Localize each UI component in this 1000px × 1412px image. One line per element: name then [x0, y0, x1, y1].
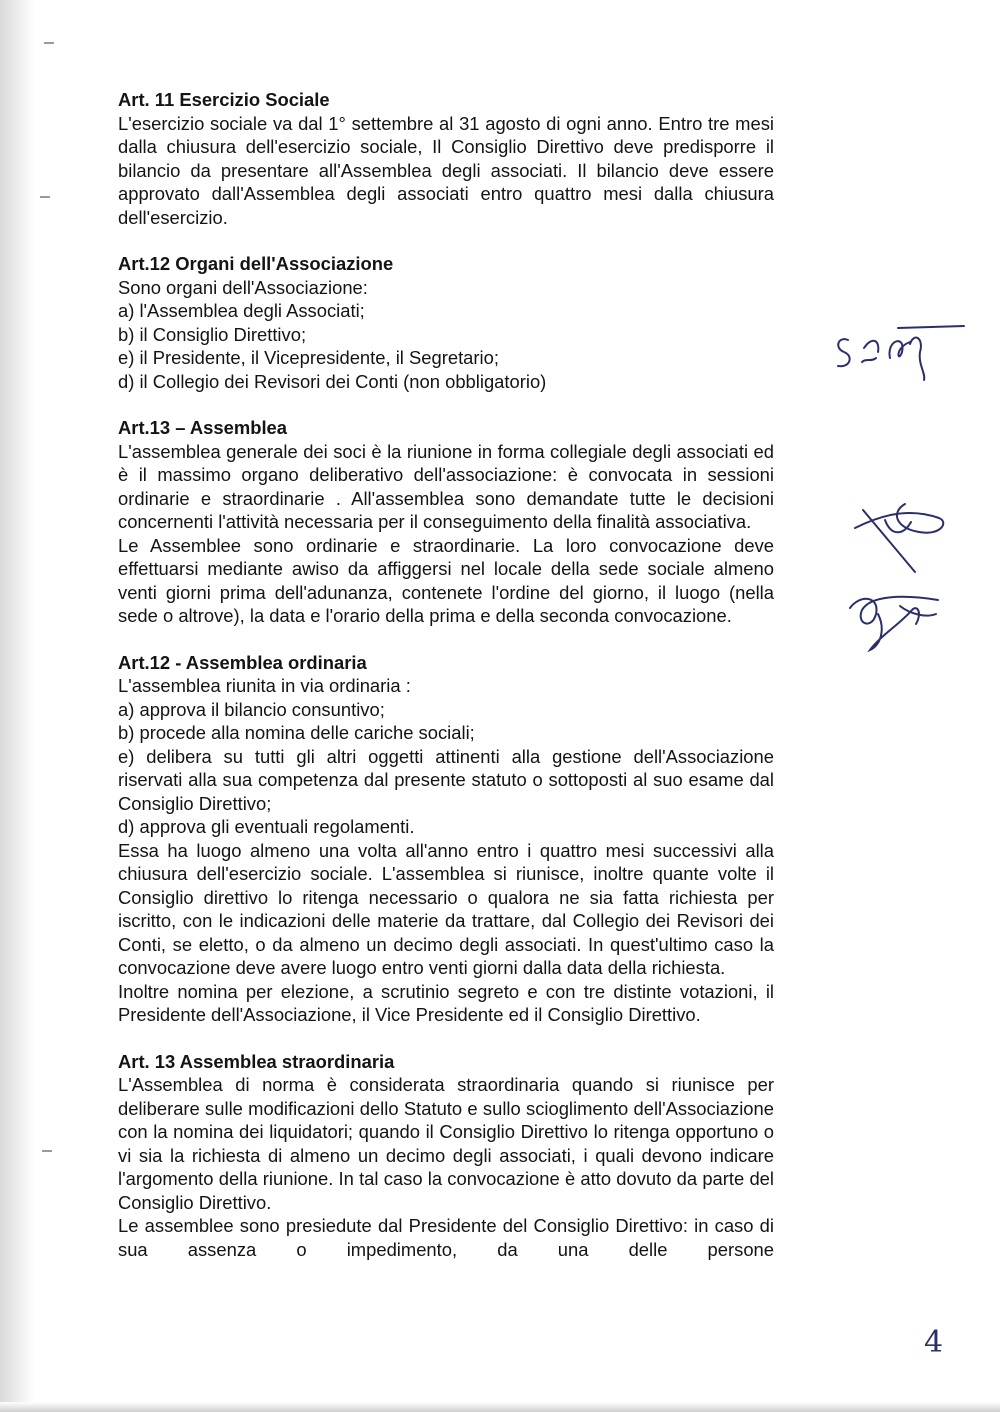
- article-section: [118, 252, 774, 393]
- text-line: Sono organi dell'Associazione:: [118, 276, 368, 298]
- text-line: a) approva il bilancio consuntivo;: [118, 698, 385, 720]
- handwritten-initials-1: [828, 318, 968, 388]
- article-section: [118, 651, 774, 1027]
- article-section: [118, 1050, 774, 1262]
- text-line: e) il Presidente, il Vicepresidente, il Segretario;: [118, 347, 499, 368]
- svg-text:4: 4: [924, 1326, 944, 1356]
- paragraph: Le Assemblee sono ordinarie e straordinarie. La loro convocazione deve effettuarsi mediante awiso da affiggersi nel locale della sede sociale almeno venti giorni prima dell'adunanza, contenete l'ordine del giorno, il luogo (nella sede o altrove), la data e l'orario della prima e della seconda convocazione.: [118, 534, 774, 626]
- paragraph: L'esercizio sociale va dal 1° settembre al 31 agosto di ogni anno. Entro tre mesi dalla chiusura dell'esercizio sociale, Il Consiglio Direttivo deve predisporre il bilancio da presentare all'Assemblea degli associati. Il bilancio deve essere approvato dall'Assemblea degli associati entro quattro mesi dalla chiusura dell'esercizio.: [118, 112, 774, 228]
- page-number: [922, 1326, 962, 1356]
- handwritten-signature-2: [845, 492, 955, 582]
- margin-mark: [40, 196, 50, 198]
- article-title: Art. 11 Esercizio Sociale: [118, 89, 330, 110]
- text-line: b) il Consiglio Direttivo;: [118, 323, 307, 345]
- paragraph: e) delibera su tutti gli altri oggetti attinenti alla gestione dell'Associazione riservati alla sua competenza dal presente statuto o sottoposti al suo esame dal Consiglio Direttivo;: [118, 745, 774, 814]
- article-section: [118, 416, 774, 628]
- text-line: d) il Collegio dei Revisori dei Conti (non obbligatorio): [118, 370, 547, 392]
- text-line: a) l'Assemblea degli Associati;: [118, 300, 365, 321]
- margin-mark: [42, 1150, 52, 1152]
- margin-mark: [44, 42, 54, 44]
- text-line: b) procede alla nomina delle cariche sociali;: [118, 722, 475, 743]
- paragraph: L'assemblea generale dei soci è la riunione in forma collegiale degli associati ed è il massimo organo deliberativo dell'associazione: è convocata in sessioni ordinarie e straordinarie . All'assemblea sono demandate tutte le decisioni concernenti l'attività necessaria per il conseguimento della finalità associativa.: [118, 440, 774, 532]
- document-body: [118, 88, 774, 1284]
- text-line: d) approva gli eventuali regolamenti.: [118, 816, 415, 837]
- paragraph: Inoltre nomina per elezione, a scrutinio segreto e con tre distinte votazioni, il Presidente dell'Associazione, il Vice Presidente ed il Consiglio Direttivo.: [118, 980, 774, 1025]
- scan-bottom-edge: [0, 1402, 1000, 1412]
- paragraph: L'Assemblea di norma è considerata straordinaria quando si riunisce per deliberare sulle modificazioni dello Statuto e sullo scioglimento dell'Associazione con la nomina dei liquidatori; quando il Consiglio Direttivo lo ritenga opportuno o vi sia la richiesta di almeno un decimo degli associati, i quali devono indicare l'argomento della riunione. In tal caso la convocazione è atto dovuto da parte del Consiglio Direttivo.: [118, 1074, 774, 1213]
- text-line: L'assemblea riunita in via ordinaria :: [118, 675, 411, 696]
- article-title: Art.12 - Assemblea ordinaria: [118, 651, 367, 673]
- paragraph: Essa ha luogo almeno una volta all'anno entro i quattro mesi successivi alla chiusura dell'esercizio sociale. L'assemblea si riunisce, inoltre quante volte il Consiglio direttivo lo ritenga necessario o qualora ne sia fatta richiesta per iscritto, con le indicazioni delle materie da trattare, dal Collegio dei Revisori dei Conti, se eletto, o da almeno un decimo degli associati. In quest'ultimo caso la convocazione deve avere luogo entro venti giorni dalla data della richiesta.: [118, 839, 774, 978]
- article-title: Art.13 – Assemblea: [118, 417, 288, 438]
- scan-left-edge: [0, 0, 34, 1412]
- article-title: Art. 13 Assemblea straordinaria: [118, 1050, 395, 1072]
- handwritten-signature-3: [840, 584, 950, 664]
- article-title: Art.12 Organi dell'Associazione: [118, 253, 394, 274]
- paragraph: Le assemblee sono presiedute dal Presidente del Consiglio Direttivo: in caso di sua assenza o impedimento, da una delle persone: [118, 1215, 774, 1260]
- article-section: [118, 88, 774, 229]
